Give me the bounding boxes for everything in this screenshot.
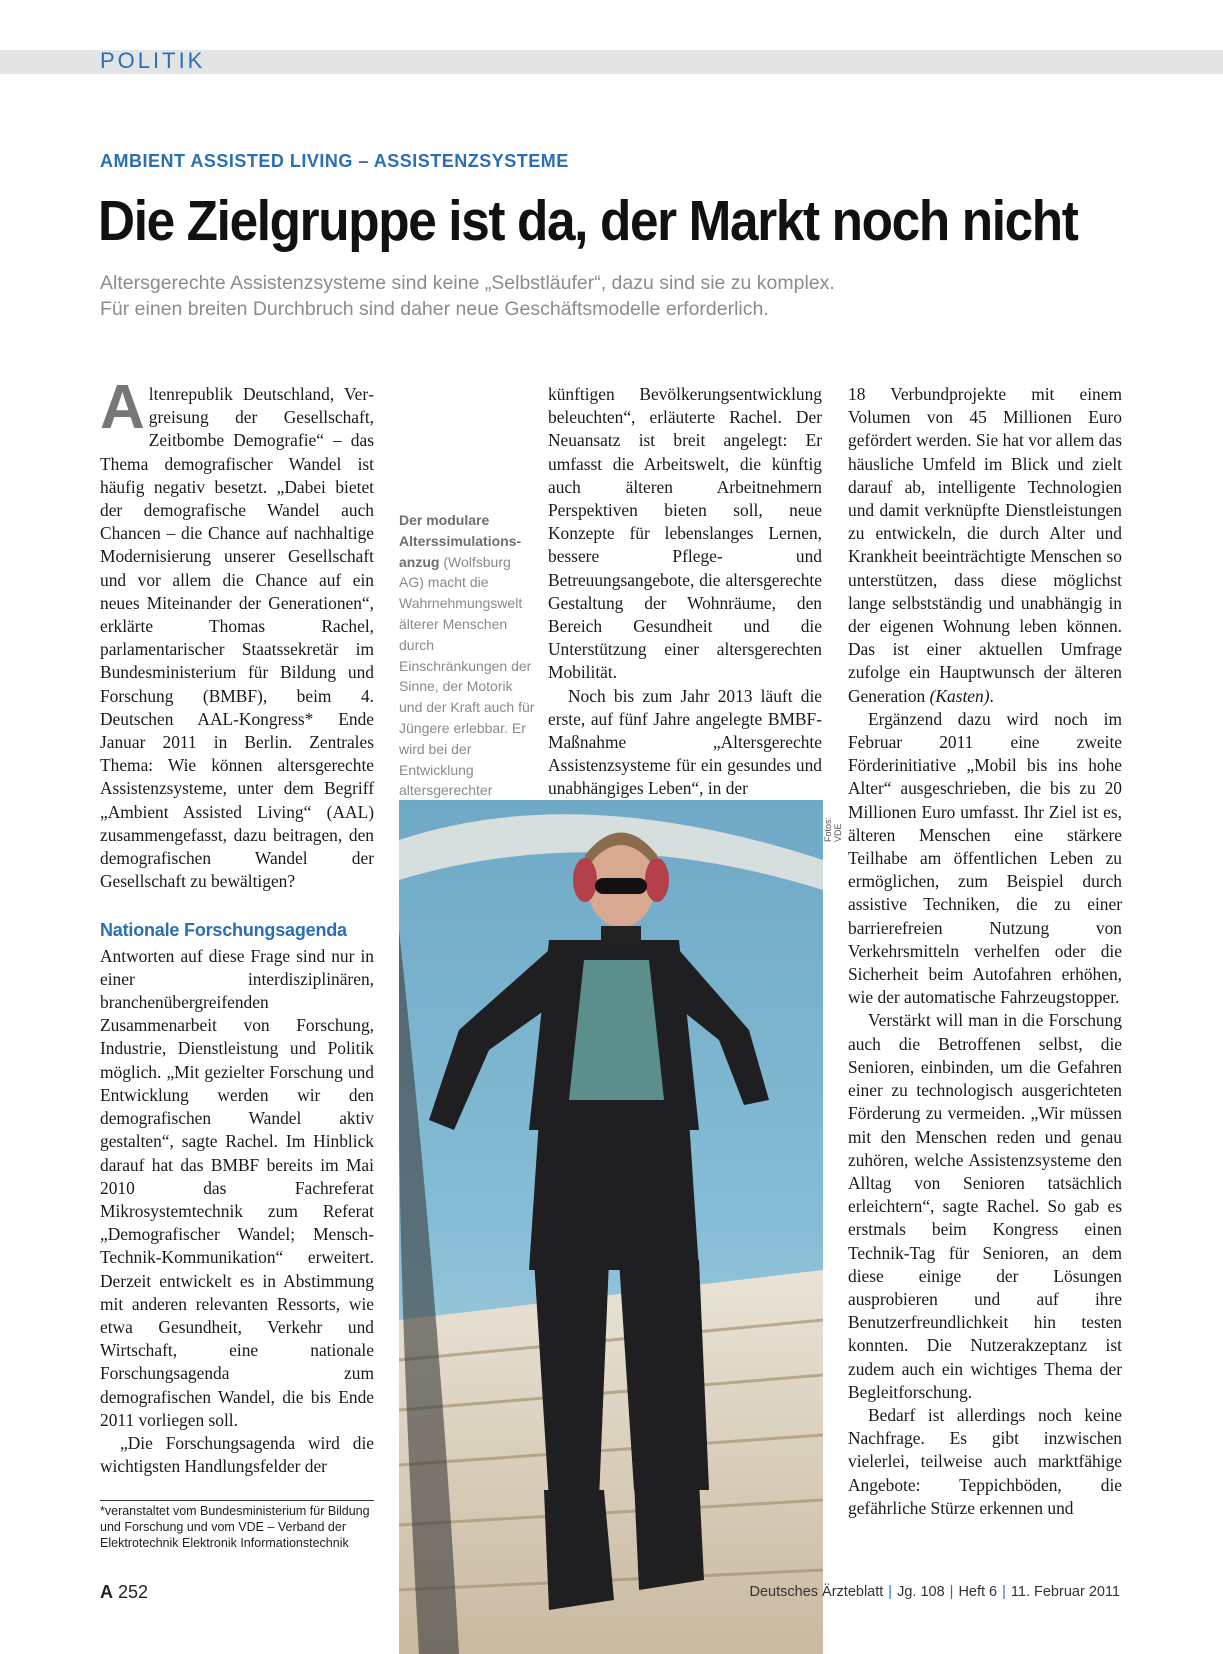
standfirst-line: Altersgerechte Assistenzsysteme sind keine „Selbstläufer“, dazu sind sie zu komplex. [100,272,835,294]
paragraph-end: . [989,685,994,706]
caption-title: Der modulare Alterssimulationsanzug [399,512,522,570]
kicker: AMBIENT ASSISTED LIVING – ASSISTENZSYSTEME [100,151,569,171]
page-number-value: 252 [118,1582,149,1602]
section-label: POLITIK [100,48,206,73]
photo-credit: Fotos: VDE [823,816,843,842]
paragraph: Verstärkt will man in die Forschung auch die Betroffenen selbst, die Senioren, einbinden, um die Gefahren einer zu technologisch ausgerichteten Förderung zu vermeiden. „Wir müssen mit den Menschen reden und genau zuhören, welche Assistenzsysteme den Alltag von Senioren tatsächlich erleichtern“, sagte Rachel. So gab es erstmals beim Kongress einen Technik-Tag für Senioren, an dem diese einige der Lösungen ausprobieren und auf ihre Benutzerfreundlichkeit hin testen konnten. Die Nutzerakzeptanz ist zudem auch ein wichtiges Thema der Begleitforschung. [848,1010,1122,1402]
separator: | [949,1584,954,1600]
paragraph: Noch bis zum Jahr 2013 läuft die erste, auf fünf Jahre angelegte BMBF-Maßnahme „Altersgerechte Assistenzsysteme für ein gesundes und unabhängiges Leben“, in der [548,685,822,799]
intro-paragraph [100,373,374,893]
photo-caption [399,510,535,822]
dropcap: A [100,373,145,442]
journal-issue: Heft 6 [958,1584,998,1600]
journal-footer [750,1584,1121,1600]
page-number [100,1582,148,1603]
article-column-1 [100,373,374,1478]
standfirst-line: Für einen breiten Durchbruch sind daher neue Geschäftsmodelle erforderlich. [100,298,769,320]
subheading: Nationale Forschungsagenda [100,920,347,941]
paragraph-text: 18 Verbundprojekte mit einem Volumen von 45 Millionen Euro gefördert werden. Sie hat vor allem das häusliche Umfeld im Blick und zielt darauf ab, intelligente Technologien und damit verknüpfte Dienstleistungen zu entwickeln, die durch Alter und Krankheit beeinträchtigte Menschen so unterstützen, dass diese möglichst lange selbstständig und unabhängig in der eigenen Wohnung leben können. Das ist einer aktuellen Umfrage zufolge ein Hauptwunsch der älteren Generation [848,384,1122,706]
paragraph: künftigen Bevölkerungsentwicklung beleuchten“, erläuterte Rachel. Der Neuansatz ist breit angelegt: Er umfasst die Arbeitswelt, die künftig auch älteren Arbeitnehmern Perspektiven bieten soll, neue Konzepte für lebenslanges Lernen, bessere Pflege- und Betreuungsangebote, die altersgerechte Gestaltung der Wohnräume, den Bereich Gesundheit und die Unterstützung einer altersgerechten Mobilität. [548,384,822,683]
journal-date: 11. Februar 2011 [1010,1584,1120,1600]
paragraph: „Die Forschungsagenda wird die wichtigsten Handlungsfelder der [100,1432,374,1477]
separator: | [888,1584,893,1600]
article-column-2 [548,383,822,801]
article-column-3 [848,383,1122,1520]
journal-name: Deutsches Ärzteblatt [749,1584,884,1600]
headline: Die Zielgruppe ist da, der Markt noch nicht [98,189,1078,253]
paragraph [848,383,1122,708]
footnote-line: und Forschung und vom VDE – Verband der [100,1520,346,1534]
caption-text: (Wolfsburg AG) macht die Wahrnehmungswelt älterer Menschen durch Einschränkungen der Sinne, der Motorik und der Kraft auch für Jüngere erlebbar. Er wird bei der Entwicklung altersgerechter [399,553,535,799]
standfirst [100,270,1120,322]
paragraph: Antworten auf diese Frage sind nur in einer interdisziplinären, branchenübergreifenden Zusammenarbeit von Forschung, Industrie, Dienstleistung und Politik möglich. „Mit gezielter Forschung und Entwicklung werden wir den demografischen Wandel aktiv gestalten“, sagte Rachel. Im Hinblick darauf hat das BMBF bereits im Mai 2010 das Fachreferat Mikrosystemtechnik zum Referat „Demografischer Wandel; Mensch-Technik-Kommunikation“ erweitert. Derzeit entwickelt es in Abstimmung mit anderen relevanten Ressorts, wie etwa Gesundheit, Verkehr und Wirtschaft, eine nationale Forschungsagenda zum demografischen Wandel, die bis Ende 2011 vorliegen soll. [100,945,374,1430]
journal-volume: Jg. 108 [897,1584,945,1600]
footnote-rule [100,1500,374,1501]
paragraph-text: ltenrepublik Deutschland, Vergreisung der Gesellschaft, Zeitbombe Demografie“ – das Thema demografischer Wandel ist häufig negativ besetzt. „Dabei bietet der demografische Wandel auch Chancen – die Chance auf nachhaltige Modernisierung unserer Gesellschaft und vor allem die Chance auf ein neues Miteinander der Generationen“, erklärte Thomas Rachel, parlamentarischer Staatssekretär im Bundesministerium für Bildung und Forschung (BMBF), beim 4. Deutschen AAL-Kongress* Ende Januar 2011 in Berlin. Zentrales Thema: Wie können altersgerechte Assistenzsysteme, unter dem Begriff „Ambient Assisted Living“ (AAL) zusammengefasst, dazu beitragen, den demografischen Wandel der Gesellschaft zu bewältigen? [100,384,374,892]
paragraph: Ergänzend dazu wird noch im Februar 2011 eine zweite Förderinitiative „Mobil bis ins hohe Alter“ ausgeschrieben, die bis zu 20 Millionen Euro umfasst. Ihr Ziel ist es, älteren Menschen eine stärkere Teilhabe am öffentlichen Leben zu ermöglichen, zum Beispiel durch assistive Techniken, die zu einer barrierefreien Nutzung von Verkehrsmitteln verhelfen oder die Sicherheit beim Autofahren erhöhen, wie der automatische Fahrzeugstopper. [848,708,1122,1008]
footnote-line: *veranstaltet vom Bundesministerium für Bildung [100,1504,370,1518]
article-photo [399,800,823,1654]
box-reference: (Kasten) [929,685,990,706]
separator: | [1002,1584,1006,1600]
footnote [100,1503,380,1551]
footnote-line: Elektrotechnik Elektronik Informationstechnik [100,1536,349,1550]
page-prefix: A [100,1582,113,1602]
paragraph: Bedarf ist allerdings noch keine Nachfrage. Es gibt inzwischen vielerlei, teilweise auch marktfähige Angebote: Teppichböden, die gefährliche Stürze erkennen und [848,1404,1122,1518]
